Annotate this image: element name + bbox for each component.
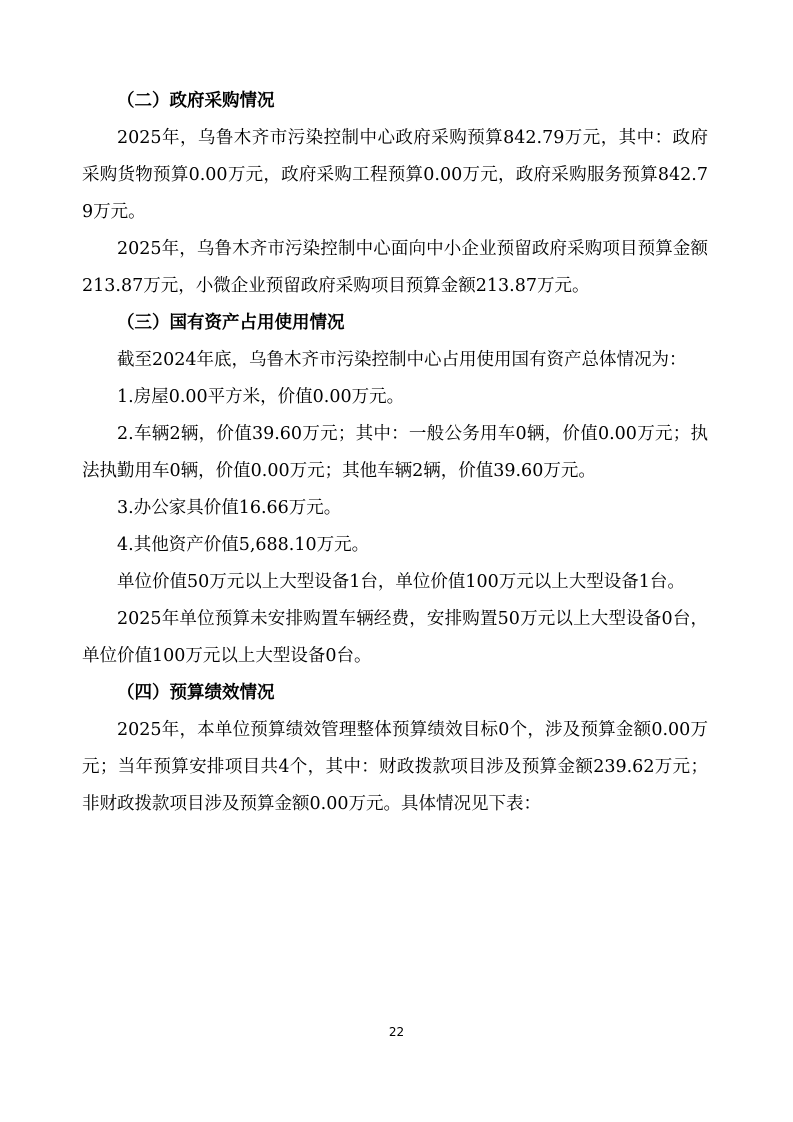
assets-item-housing: 1.房屋0.00平方米，价值0.00万元。 [117, 387, 405, 407]
performance-paragraph-1: 2025年，本单位预算绩效管理整体预算绩效目标0个，涉及预算金额0.00万元；当年预算安排项目共4个，其中：财政拨款项目涉及预算金额239.62万元；非财政拨款项目涉及预算金额0.00万元。具体情况见下表： [82, 720, 708, 814]
assets-equipment: 单位价值50万元以上大型设备1台，单位价值100万元以上大型设备1台。 [117, 572, 685, 592]
section-heading-performance: （四）预算绩效情况 [117, 683, 275, 703]
section-heading-assets: （三）国有资产占用使用情况 [117, 313, 345, 333]
section-heading-procurement: （二）政府采购情况 [117, 91, 275, 111]
assets-item-vehicles: 2.车辆2辆，价值39.60万元；其中：一般公务用车0辆，价值0.00万元；执法执勤用车0辆，价值0.00万元；其他车辆2辆，价值39.60万元。 [82, 424, 708, 481]
page-content [82, 83, 708, 823]
assets-purchase-plan: 2025年单位预算未安排购置车辆经费，安排购置50万元以上大型设备0台，单位价值100万元以上大型设备0台。 [82, 609, 708, 666]
page-number: 22 [388, 1025, 405, 1039]
assets-item-other: 4.其他资产价值5,688.10万元。 [117, 535, 370, 555]
assets-intro: 截至2024年底，乌鲁木齐市污染控制中心占用使用国有资产总体情况为： [117, 350, 687, 370]
procurement-paragraph-1: 2025年，乌鲁木齐市污染控制中心政府采购预算842.79万元，其中：政府采购货物预算0.00万元，政府采购工程预算0.00万元，政府采购服务预算842.79万元。 [82, 128, 708, 222]
procurement-paragraph-2: 2025年，乌鲁木齐市污染控制中心面向中小企业预留政府采购项目预算金额213.87万元，小微企业预留政府采购项目预算金额213.87万元。 [82, 239, 708, 296]
assets-item-furniture: 3.办公家具价值16.66万元。 [117, 498, 342, 518]
